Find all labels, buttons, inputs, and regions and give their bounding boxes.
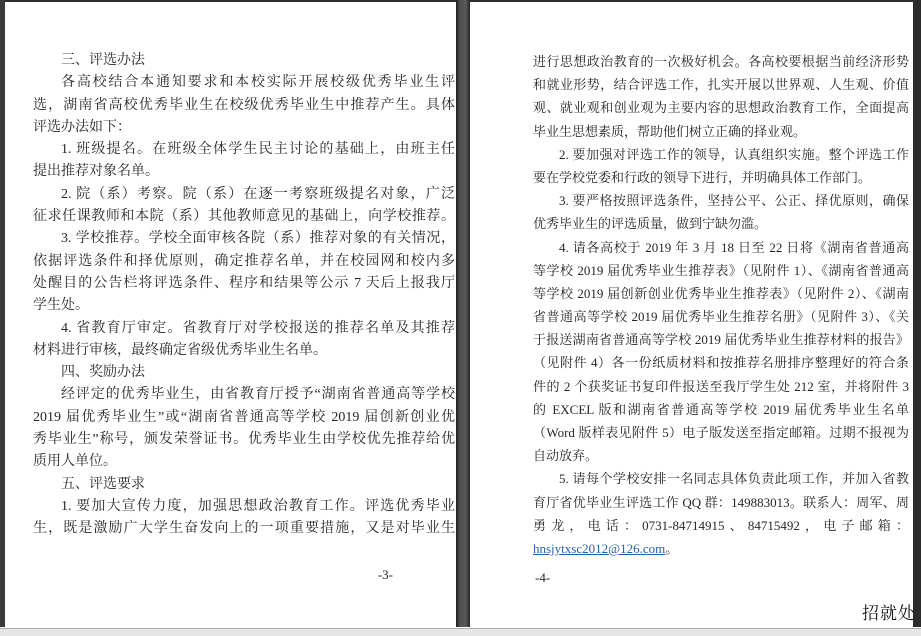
text-line: 4. 请各高校于 2019 年 3 月 18 日至 22 日将《湖南省普通高	[559, 239, 909, 255]
text-line: 等学校 2019 届优秀毕业生推荐表》（见附件 1）、《湖南省普通高	[533, 262, 909, 278]
text-line: 1. 要加大宣传力度，加强思想政治教育工作。评选优秀毕业	[61, 498, 455, 514]
text-line: 勇龙，电话：0731-84714915、84715492，电子邮箱：	[533, 517, 909, 533]
text-line: 的 EXCEL 版和湖南省普通高等学校 2019 届优秀毕业生名单	[533, 401, 909, 417]
section-heading: 三、评选办法	[61, 53, 145, 68]
scan-left-edge	[0, 0, 5, 627]
text-line: 优秀毕业生的评选质量，做到宁缺勿滥。	[533, 216, 768, 232]
text-line: 于报送湖南省普通高等学校 2019 届优秀毕业生推荐材料的报告》	[533, 332, 909, 348]
text-line: 5. 请每个学校安排一名同志具体负责此项工作，并加入省教	[559, 471, 909, 487]
department-stamp: 招就处	[862, 604, 916, 623]
text-line: hnsjytxsc2012@126.com。	[533, 540, 679, 556]
text-line: 评选办法如下：	[33, 119, 131, 135]
text-line: 1. 班级提名。在班级全体学生民主讨论的基础上，由班主任	[61, 142, 455, 158]
text-line: 各高校结合本通知要求和本校实际开展校级优秀毕业生评	[61, 75, 455, 91]
text-line: 3. 要严格按照评选条件，坚持公平、公正、择优原则，确保	[559, 193, 909, 209]
text-line: 省普通高等学校 2019 届优秀毕业生推荐名册》（见附件 3）、《关	[533, 309, 909, 325]
text-line: 提出推荐对象名单。	[33, 164, 159, 180]
section-heading: 四、奖励办法	[61, 365, 145, 381]
text-line: 进行思想政治教育的一次极好机会。各高校要根据当前经济形势	[533, 54, 909, 69]
text-line: 2019 届优秀毕业生”或“湖南省普通高等学校 2019 届创新创业优	[33, 409, 455, 425]
page-number-4: -4-	[535, 570, 551, 585]
text-line: 材料进行审核，最终确定省级优秀毕业生名单。	[33, 342, 327, 358]
text-line: （见附件 4）各一份纸质材料和按推荐名册排序整理好的符合条	[533, 355, 909, 371]
text-line: 经评定的优秀毕业生，由省教育厅授予“湖南省普通高等学校	[61, 387, 455, 403]
text-line: 生，既是激励广大学生奋发向上的一项重要措施，又是对毕业生	[33, 521, 455, 537]
text-line: 征求任课教师和本院（系）其他教师意见的基础上，向学校推荐。	[33, 209, 455, 225]
text-line: 秀毕业生”称号，颁发荣誉证书。优秀毕业生由学校优先推荐给优	[33, 432, 455, 448]
text-line: 质用人单位。	[33, 454, 117, 470]
text-line: 件的 2 个获奖证书复印件报送至我厅学生处 212 室，并将附件 3	[533, 378, 909, 394]
text-line: 要在学校党委和行政的领导下进行，并明确具体工作部门。	[533, 169, 872, 185]
page-number-3: -3-	[377, 567, 393, 582]
text-line: 选，湖南省高校优秀毕业生在校级优秀毕业生中推荐产生。具体	[33, 97, 455, 113]
text-line: 等学校 2019 届创新创业优秀毕业生推荐表》（见附件 2）、《湖南	[533, 285, 909, 301]
text-line: 毕业生思想素质，帮助他们树立正确的择业观。	[533, 123, 807, 139]
text-line: 2. 要加强对评选工作的领导，认真组织实施。整个评选工作	[559, 146, 909, 162]
page-gutter-divider	[456, 0, 470, 627]
text-line: 4. 省教育厅审定。省教育厅对学校报送的推荐名单及其推荐	[61, 320, 455, 336]
text-line: 学生处。	[33, 298, 89, 314]
text-line: （Word 版样表见附件 5）电子版发送至指定邮箱。过期不报视为	[533, 425, 909, 440]
text-line: 自动放弃。	[533, 448, 599, 464]
horizontal-scrollbar-track[interactable]	[0, 628, 921, 636]
scan-right-edge	[913, 0, 921, 627]
text-line: 育厅省优毕业生评选工作 QQ 群：149883013。联系人：周军、周	[533, 494, 909, 510]
text-line: 2. 院（系）考察。院（系）在逐一考察班级提名对象，广泛	[61, 186, 455, 202]
text-line: 和就业形势，结合评选工作，扎实开展以世界观、人生观、价值	[533, 77, 909, 93]
text-line: 依据评选条件和择优原则，确定推荐名单，并在校园网和校内多	[33, 253, 455, 269]
text-line: 处醒目的公告栏将评选条件、程序和结果等公示 7 天后上报我厅	[33, 275, 455, 291]
text-line: 3. 学校推荐。学校全面审核各院（系）推荐对象的有关情况，	[61, 231, 455, 247]
section-heading: 五、评选要求	[61, 476, 145, 492]
page-4-text-column	[533, 50, 909, 560]
email-link[interactable]: hnsjytxsc2012@126.com	[533, 540, 666, 556]
text-line: 观、就业观和创业观为主要内容的思想政治教育工作，全面提高	[533, 100, 909, 116]
page-3-text-column	[33, 50, 455, 541]
